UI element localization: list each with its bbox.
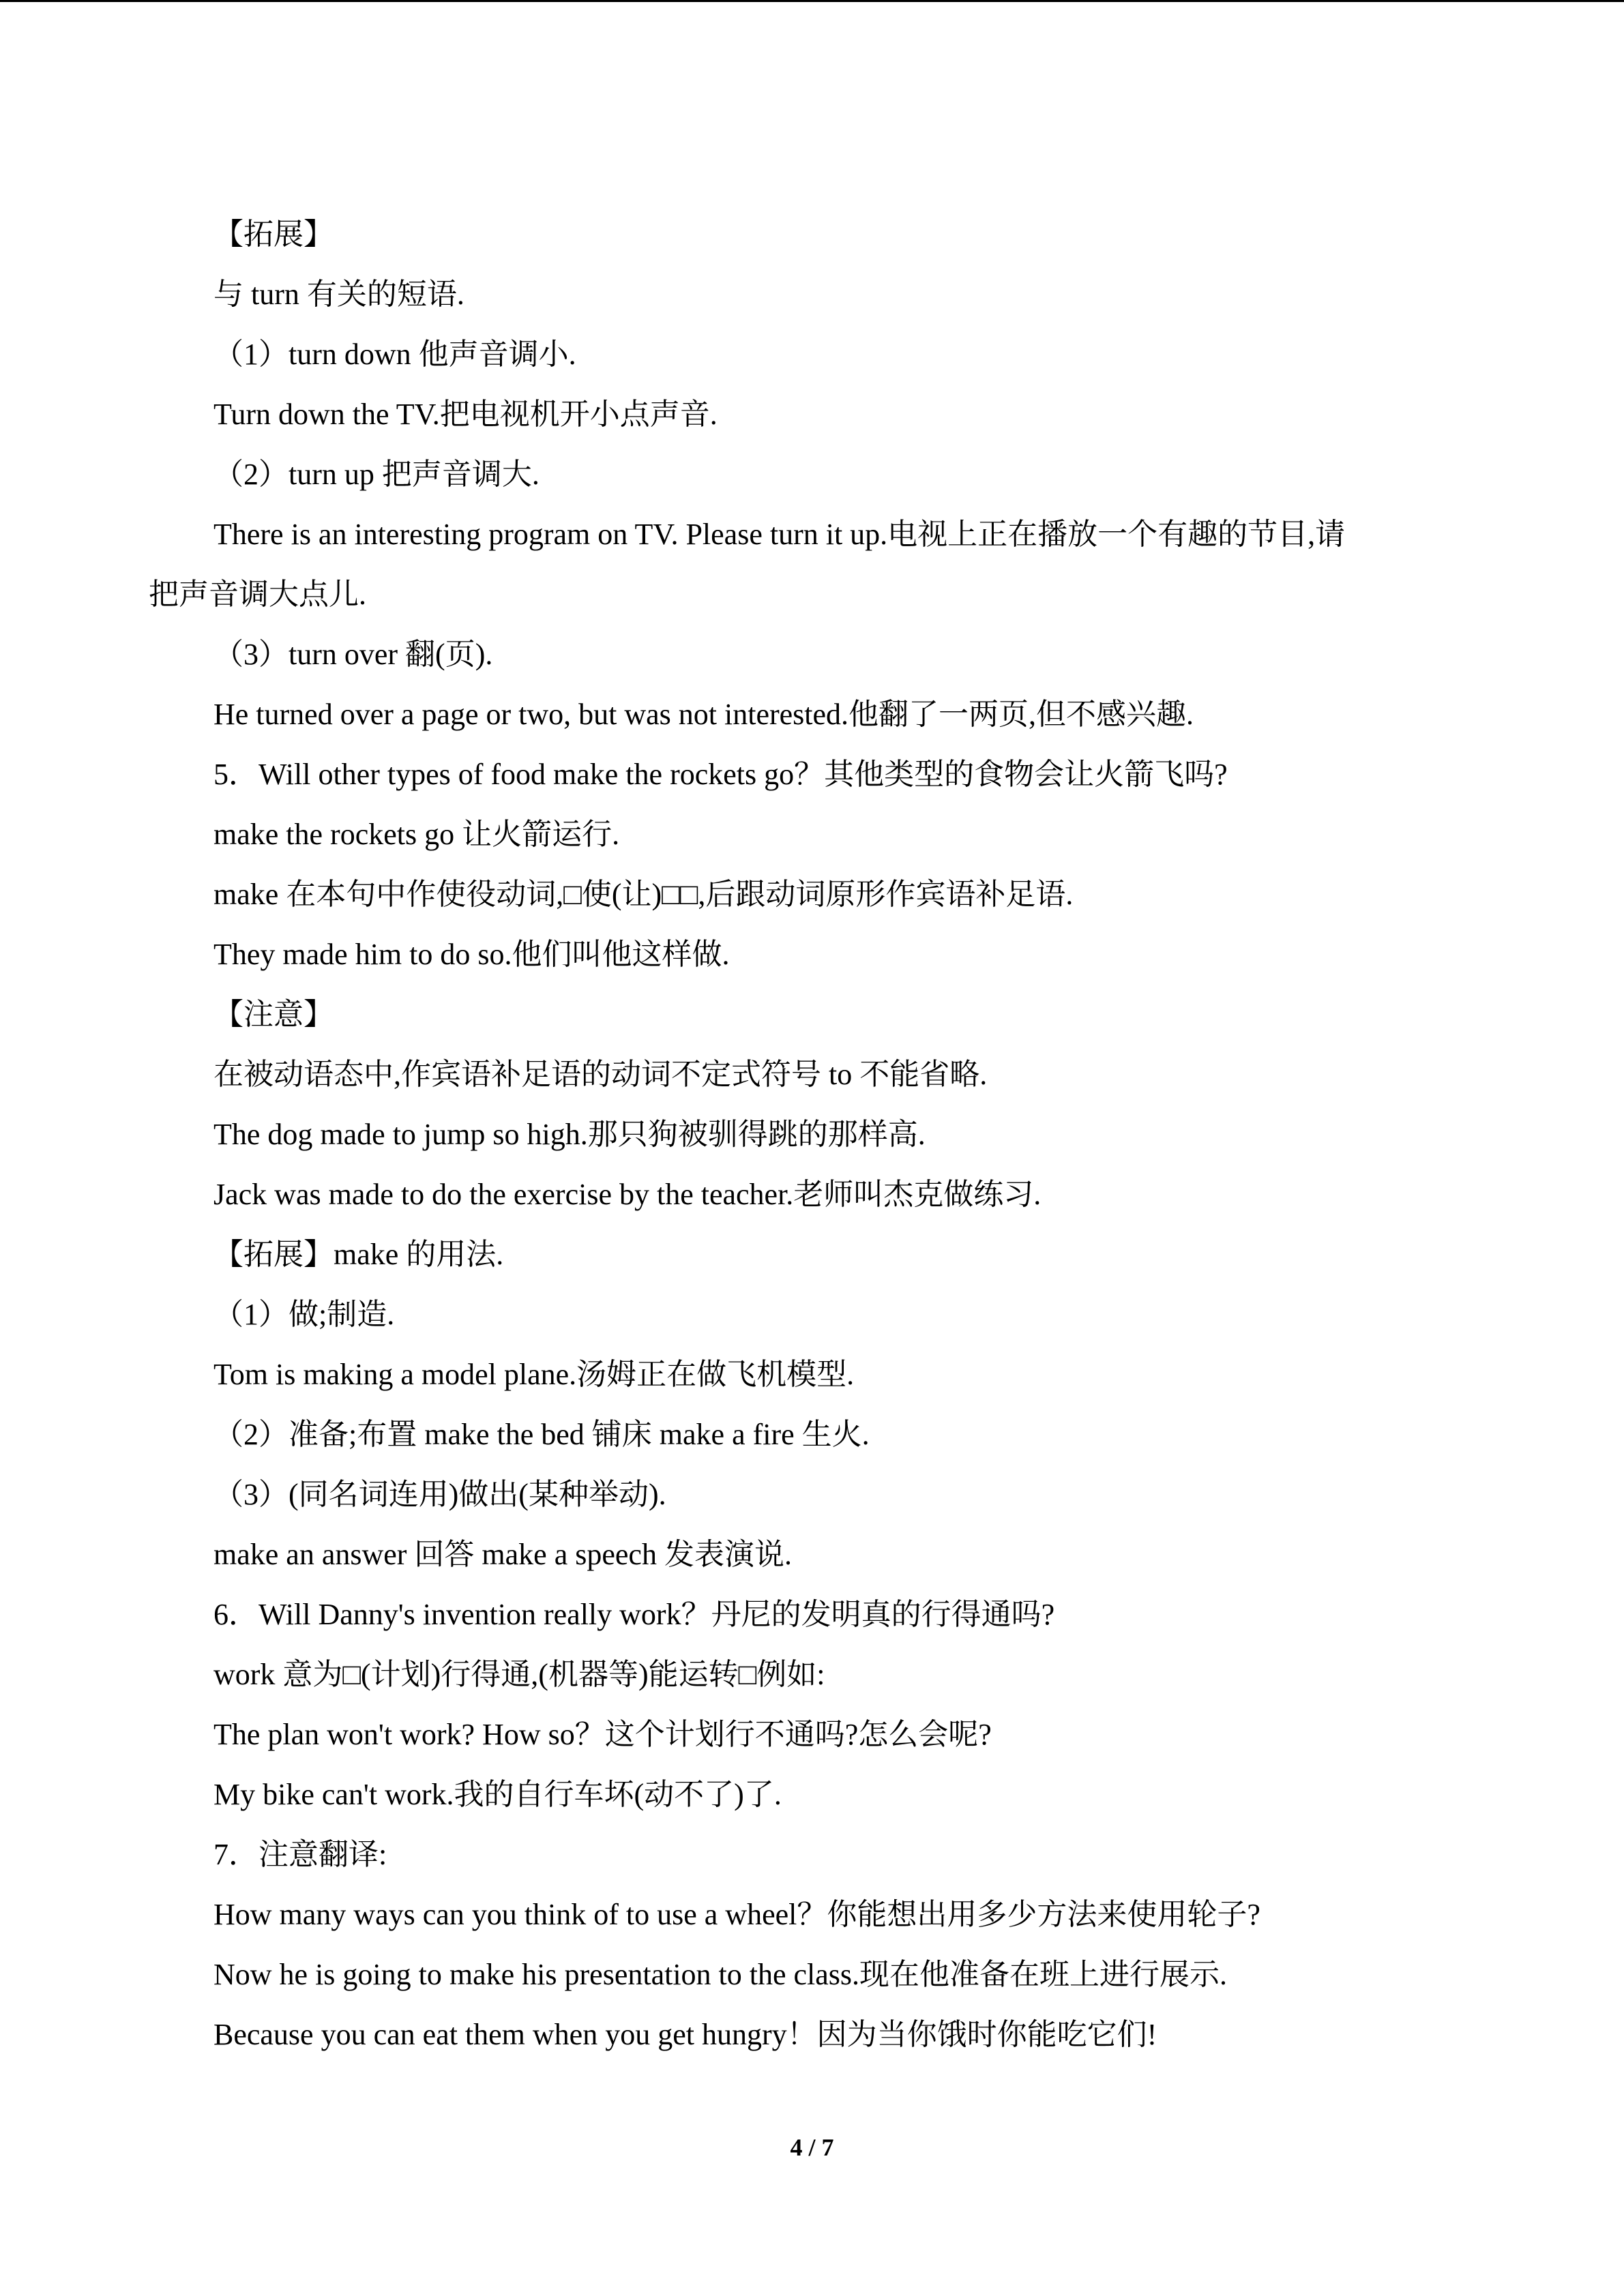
text-line: The plan won't work? How so？这个计划行不通吗?怎么会呢?: [213, 1718, 992, 1751]
text-line: （3）turn over 翻(页).: [213, 638, 493, 671]
text-line: 6．Will Danny's invention really work？丹尼的发明真的行得通吗?: [213, 1598, 1055, 1631]
text-line: make the rockets go 让火箭运行.: [213, 818, 620, 851]
text-line: 【注意】: [213, 998, 334, 1031]
text-line: 【拓展】: [213, 218, 334, 251]
text-line: work 意为□(计划)行得通,(机器等)能运转□例如:: [213, 1658, 825, 1691]
text-line: make an answer 回答 make a speech 发表演说.: [213, 1538, 792, 1571]
text-line: Because you can eat them when you get hungry！因为当你饿时你能吃它们!: [213, 2018, 1157, 2051]
text-line: Tom is making a model plane.汤姆正在做飞机模型.: [213, 1358, 855, 1391]
page-number: 4 / 7: [790, 2134, 834, 2161]
text-line: 【拓展】make 的用法.: [213, 1238, 504, 1271]
text-line: （2）turn up 把声音调大.: [213, 458, 540, 491]
text-line: There is an interesting program on TV. Please turn it up.电视上正在播放一个有趣的节目,请: [213, 518, 1346, 551]
text-line: He turned over a page or two, but was not interested.他翻了一两页,但不感兴趣.: [213, 698, 1194, 731]
text-line: My bike can't work.我的自行车坏(动不了)了.: [213, 1778, 782, 1811]
text-line-continuation: 把声音调大点儿.: [149, 578, 366, 611]
text-line: （1）做;制造.: [213, 1298, 395, 1331]
text-line: 5．Will other types of food make the rockets go？其他类型的食物会让火箭飞吗?: [213, 758, 1228, 791]
text-line: Jack was made to do the exercise by the teacher.老师叫杰克做练习.: [213, 1178, 1042, 1211]
text-line: How many ways can you think of to use a wheel？你能想出用多少方法来使用轮子?: [213, 1898, 1260, 1931]
text-line: 与 turn 有关的短语.: [213, 278, 464, 311]
text-line: make 在本句中作使役动词,□使(让)□□,后跟动词原形作宾语补足语.: [213, 878, 1074, 911]
text-line: They made him to do so.他们叫他这样做.: [213, 938, 730, 971]
text-line: （1）turn down 他声音调小.: [213, 338, 576, 371]
text-line: Turn down the TV.把电视机开小点声音.: [213, 398, 718, 431]
text-line: 7．注意翻译:: [213, 1838, 387, 1871]
top-border-line: [0, 0, 1624, 2]
document-body: [149, 205, 1486, 2065]
text-line: （3）(同名词连用)做出(某种举动).: [213, 1478, 666, 1511]
text-line: （2）准备;布置 make the bed 铺床 make a fire 生火.: [213, 1418, 870, 1451]
text-line: 在被动语态中,作宾语补足语的动词不定式符号 to 不能省略.: [213, 1058, 988, 1091]
text-line: Now he is going to make his presentation to the class.现在他准备在班上进行展示.: [213, 1958, 1228, 1991]
text-line: The dog made to jump so high.那只狗被驯得跳的那样高.: [213, 1118, 926, 1151]
